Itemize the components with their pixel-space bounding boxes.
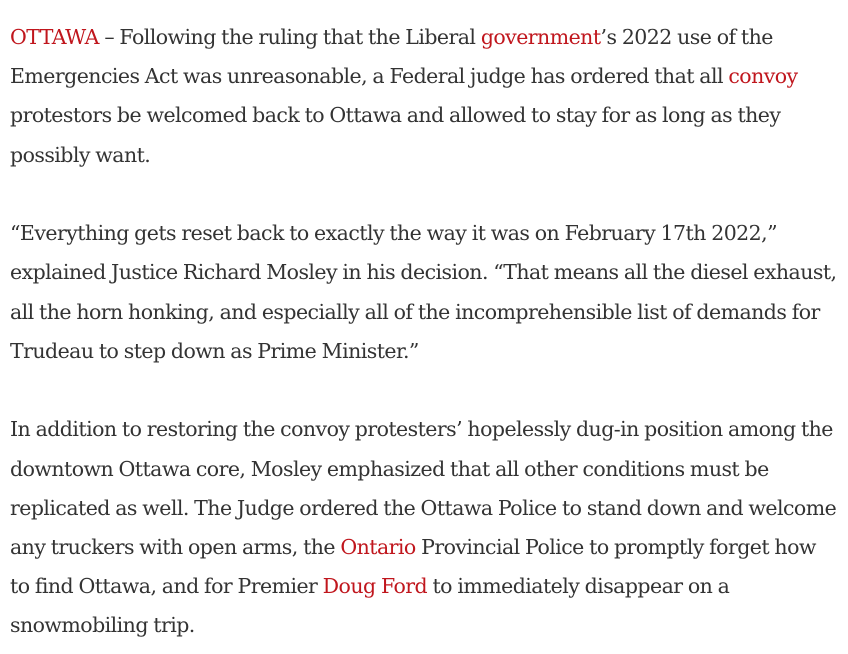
paragraph-3-text-3: to immediately disappear on a snowmobiling trip. — [10, 574, 730, 638]
paragraph-2 — [10, 214, 838, 371]
link-ottawa-tag[interactable]: OTTAWA — [10, 25, 99, 49]
paragraph-2-text: “Everything gets reset back to exactly the way it was on February 17th 2022,” explained Justice Richard Mosley in his decision. “That means all the diesel exhaust, all the horn honking, and especially all of the incomprehensible list of demands for Trudeau to step down as Prime Minister.” — [10, 221, 837, 363]
paragraph-3-text-1: In addition to restoring the convoy protesters’ hopelessly dug-in position among the downtown Ottawa core, Mosley emphasized that all other conditions must be replicated as well. The Judge ordered the Ottawa Police to stand down and welcome any truckers with open arms, the — [10, 417, 837, 560]
paragraph-1-text-1: – Following the ruling that the Liberal — [98, 25, 481, 49]
paragraph-3-text-2: Provincial Police to promptly forget how to find Ottawa, and for Premier — [10, 535, 816, 599]
paragraph-1-text-2: ’s 2022 use of the Emergencies Act was unreasonable, a Federal judge has ordered that all — [10, 25, 773, 89]
link-government[interactable]: government — [480, 25, 601, 49]
link-ontario[interactable]: Ontario — [340, 535, 416, 560]
paragraph-1 — [10, 18, 838, 175]
link-convoy[interactable]: convoy — [728, 64, 798, 89]
link-doug-ford[interactable]: Doug Ford — [322, 574, 428, 599]
paragraph-3 — [10, 410, 838, 645]
paragraph-1-text-3: protestors be welcomed back to Ottawa and allowed to stay for as long as they possibly want. — [10, 103, 781, 167]
